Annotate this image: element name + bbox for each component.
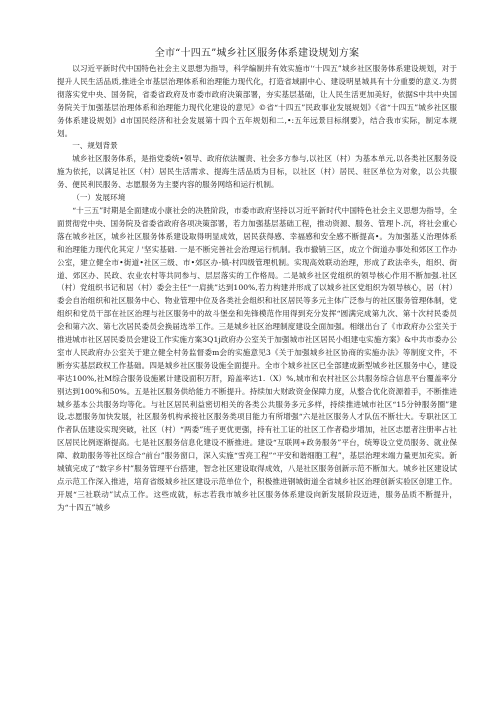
intro-paragraph: 以习近平新时代中国特色社会主义思想为指导，科学编制并有效实施市'‘十四五”城乡社区服务体系建设规划，对于提升人民生活品质,推进全市基层治理体系和治理能力现代化，打造省域副中心、建设明星城具有十分重要的意义.为贯彻落实党中央、国务院，省委省政府及市委市政府决策部署，夯实基层基础，让人民生活更加美好，依据S中共中央国务院关于加强基层治理体系和治理能力现代化建设的意见》©省“十四五”民政事业发展规划》《省“十四五”城乡社区服务体系建设规划》d市国民经济和社会发展第十四个五年规划和二,•:五年远景目标纲要》，结合我市实际，制定本规划。 bbox=[57, 64, 457, 138]
environment-paragraph: “十三五”时期是全面建成小康社会的决胜阶段，市委市政府坚持以习近平新时代中国特色社会主义思想为指导，全面贯彻党中央、国务院及省委省政府各项决策部署，若力加强基层基础工程，推动资源、服务、管理卜.沉，将社会重心落在城乡社区，城乡社区服务体系建设取得明显成效，居民获得感、幸福感和安全感不断提高•。为加强基乂治理体系和治理能力现代化其定丿'坚实基础. 一是不断完善社会治理运行机制。我市撤销三区，成立个街道办事处和郊区工作办公室，建立健全市•街道•社区三级、市•郊区办-镇-村四级管理机制。实现高效联动治理，形成了政法牵头，组织、街道、郊区办、民政、农业农村等共同参与、层层落实的工作格局。二是城乡社区党组织的领导核心作用不断加强.社区（村）党组织书记和居（村）委会主任“一肩挑”达到100%,若力构建并形成了以城乡社区党组织为领导核心，居（村）委会自治组织和社区服务中心、物业管理中位及各类社会组织和社区居民等多元主体广泛参与的社区服务管理体制，党组织和党员干部在社区治理与社区服务中的故斗堡垒和先锋模范作用得到充分发挥“圆满完成第九次、第十次村民委员会和第六次、第七次居民委员会换届选举工作。三是城乡社区治理制度建设全面加强。相继出台了《市政府办公室关于推进城市社区居民委员会建设工作实施方案3Q1j政府办公室关于加强城市社区居民小组建屯实施方案》&中共市委办公室市人民政府办公室关于建立健全村务监督委m会的实施意见3《关于加强城乡社区协商的实施办法》等制度文件，不断夯实基层政权工作基础。四是城乡社区服务设施全面提升。全市个城乡社区已全部建成新型城乡社区服务中心，建设率达100%,社M综合服务设施累计建设面积万肝，踣盖率达1.（X）%,城市和农村社区公共服务综合信息平台覆盖率分别达到100%和50%。五是社区服务供给能力不断提升。持续加大财政资金保障力度，从整合优化资源着手，不断推进城乡基本公共服务均等化。与社区居民利益密切相关的各类公共服务多元多样，持续推进城市社区“15分钟服务圈”建设,志愿服务加快发展，社区服务机构承接社区服务类项目能力有所增强“六是社区服务人才队伍不断壮大。专职社区工作者队伍建设实现突破，社区（村）“两委”班子更优更强，持有社工证的社区工作者稳步增加，社区志愿者注册率占社区居民比例逐渐提高。七是社区服务信息化建设不断推进。建设“互联网+政务服务”平台，统筹设立党员服务、就业保障、救助服务等社区综合“前台”服务窗口，深入实施“雪亮工程”“平安和谐细胞工程”，基层治理末端力量更加充实。新城镇完成了“数字乡村”服务管理平台搭建，智念社区建设取得成效，八是社区服务创新示范不断加大。城乡社区建设试点示范工作深入推进，培育省级城乡社区建设示范单位个，积极推进钢城街道全省城乡社区治理创新实验区创建工作。开展“三社联动”试点工作。这些成就，标志若我市城乡社区服务体系建设向新发展阶段迈进，服务品质不断提升，为“十四五”城乡 bbox=[57, 205, 457, 512]
subsection-heading-environment: （一）发展环境 bbox=[72, 193, 126, 203]
section-heading-background: 一、规划背景 bbox=[72, 141, 118, 151]
definition-paragraph: 城乡社区服务体系，是指党委统•领导、政府依法履责、社会多方参与,以社区（村）为基本单元,以各类社区服务设施为依托，以满足社区（村）居民生活需求、提海生活品质为目标，以社区（村）居民、驻区单位为对象，以公共服务、便民利民服务、志愿服务为主要内容的服务网络和运行机制。 bbox=[57, 154, 457, 190]
document-title: 全市“十四五”城乡社区服务体系建设规划方案 bbox=[154, 48, 360, 59]
